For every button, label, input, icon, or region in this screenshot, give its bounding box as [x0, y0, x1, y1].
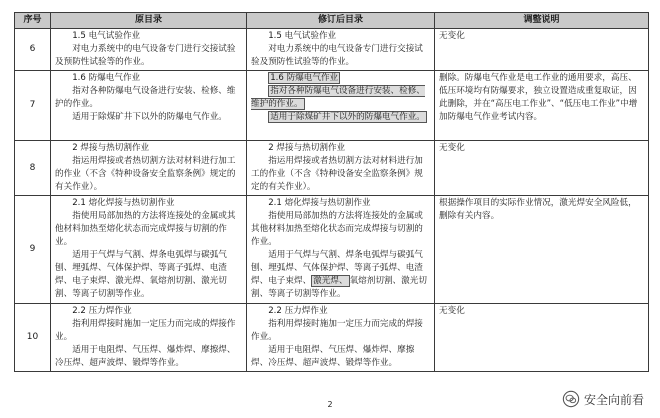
table-row: [15, 141, 649, 196]
item-scope: 适用于电阻焊、气压焊、爆炸焊、摩擦焊、冷压焊、超声波焊、锻焊等作业。: [251, 345, 415, 368]
deleted-highlight: 指对各种防爆电气设备进行安装、检修、维护的作业。: [251, 86, 425, 109]
item-desc: 指利用焊接时施加一定压力而完成的焊接作业。: [55, 319, 236, 342]
item-title: 2.2 压力焊作业: [72, 306, 132, 316]
table-row: [15, 196, 649, 304]
deleted-highlight: 激光焊、: [313, 276, 348, 286]
item-scope: 适用于电阻焊、气压焊、爆炸焊、摩擦焊、冷压焊、超声波焊、锻焊等作业。: [55, 345, 236, 368]
note-cell: [435, 29, 649, 71]
item-desc: 对电力系统中的电气设备专门进行交接试验及预防性试验等的作业。: [55, 44, 236, 67]
page-number: 2: [327, 400, 333, 409]
table-row: [15, 71, 649, 141]
item-desc: 指对各种防爆电气设备进行安装、检修、维护的作业。: [55, 86, 236, 109]
item-title: 2.1 熔化焊接与热切割作业: [72, 198, 175, 208]
item-desc: 指运用焊接或者热切割方法对材料进行加工的作业（不含《特种设备安全监察条例》规定的有关作业）。: [55, 156, 236, 192]
revised-cell: [247, 196, 435, 304]
table-row: [15, 304, 649, 372]
item-desc: 指运用焊接或者热切割方法对材料进行加工的作业（不含《特种设备安全监察条例》规定的有关作业）。: [251, 156, 423, 192]
note-text: 无变化: [439, 31, 465, 41]
item-title: 1.5 电气试验作业: [72, 31, 141, 41]
original-cell: [51, 196, 247, 304]
revised-cell-deleted: [247, 71, 435, 141]
note-text: 根据操作项目的实际作业情况，激光焊安全风险低，删除有关内容。: [439, 198, 637, 221]
watermark-text: 安全向前看: [583, 392, 644, 407]
note-text: 删除。防爆电气作业是电工作业的通用要求，高压、低压环境均有防爆要求，独立设置造成重复取证，因此删除，并在“高压电工作业”、“低压电工作业”中增加防爆电气作业考试内容。: [439, 73, 638, 122]
row-num: 10: [15, 304, 51, 372]
item-title: 2.2 压力焊作业: [268, 306, 328, 316]
row-num: 8: [15, 141, 51, 196]
revised-cell: [247, 29, 435, 71]
note-cell: [435, 196, 649, 304]
header-row: [15, 13, 649, 29]
item-desc: 对电力系统中的电气设备专门进行交接试验及预防性试验等的作业。: [251, 44, 423, 67]
item-scope: [251, 111, 430, 124]
table-row: [15, 29, 649, 71]
item-desc: [251, 85, 430, 111]
row-num: 6: [15, 29, 51, 71]
original-cell: [51, 304, 247, 372]
note-cell: [435, 304, 649, 372]
header-original: 原目录: [51, 13, 247, 29]
watermark: [562, 390, 644, 408]
header-revised: 修订后目录: [247, 13, 435, 29]
item-desc: 指利用焊接时施加一定压力而完成的焊接作业。: [251, 319, 423, 342]
row-num: 9: [15, 196, 51, 304]
item-desc: 指使用局部加热的方法将连接处的金属或其他材料加热至熔化状态而完成焊接与切割的作业。: [55, 211, 236, 247]
item-title: 2 焊接与热切割作业: [72, 143, 150, 153]
header-note: 调整说明: [435, 13, 649, 29]
note-text: 无变化: [439, 143, 465, 153]
wechat-icon: [562, 390, 580, 408]
deleted-highlight: 适用于除煤矿井下以外的防爆电气作业。: [270, 112, 425, 122]
note-cell: [435, 71, 649, 141]
item-scope: [251, 249, 430, 301]
revised-cell: [247, 141, 435, 196]
note-text: 无变化: [439, 306, 465, 316]
item-title: 2 焊接与热切割作业: [268, 143, 346, 153]
item-title: 2.1 熔化焊接与热切割作业: [268, 198, 371, 208]
item-scope: 适用于除煤矿井下以外的防爆电气作业。: [72, 112, 227, 122]
original-cell: [51, 141, 247, 196]
deleted-highlight: 1.6 防爆电气作业: [270, 73, 339, 83]
original-cell: [51, 29, 247, 71]
row-num: 7: [15, 71, 51, 141]
scope-text: 适用于气焊与气割、焊条电弧焊与碳弧气刨、埋弧焊、气体保护焊、等离子弧焊、电渣焊、电子束焊、: [251, 250, 423, 286]
header-num: 序号: [15, 13, 51, 29]
catalog-table: [14, 12, 649, 372]
note-cell: [435, 141, 649, 196]
revised-cell: [247, 304, 435, 372]
item-title: 1.5 电气试验作业: [268, 31, 337, 41]
item-desc: 指使用局部加热的方法将连接处的金属或其他材料加热至熔化状态而完成焊接与切割的作业。: [251, 211, 423, 247]
item-scope: 适用于气焊与气割、焊条电弧焊与碳弧气刨、埋弧焊、气体保护焊、等离子弧焊、电渣焊、电子束焊、激光焊、氧熔剂切割、激光切割、等离子切割等作业。: [55, 250, 227, 299]
item-title: 1.6 防爆电气作业: [72, 73, 141, 83]
original-cell: [51, 71, 247, 141]
scope-text: 氧熔剂切割、激光切割、等离子切割等作业。: [251, 276, 427, 299]
item-title: [251, 72, 430, 85]
